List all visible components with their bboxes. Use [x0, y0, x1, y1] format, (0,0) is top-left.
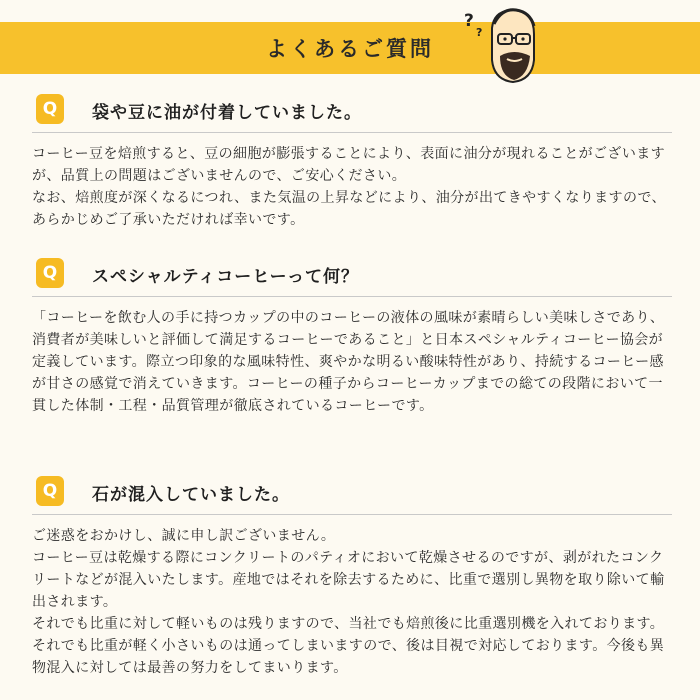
page-title: よくあるご質問 [266, 37, 434, 61]
answer-text [32, 143, 672, 231]
divider [32, 296, 672, 297]
answer-paragraph: コーヒー豆を焙煎すると、豆の細胞が膨張することにより、表面に油分が現れることがございますが、品質上の問題はございませんので、ご安心ください。 [32, 146, 666, 184]
answer-text [32, 525, 672, 679]
answer-paragraph: 「コーヒーを飲む人の手に持つカップの中のコーヒーの液体の風味が素晴らしい美味しさであり、消費者が美味しいと評価して満足するコーヒーであること」と日本スペシャルティコーヒー協会が定義しています。際立つ印象的な風味特性、爽やかな明るい酸味特性があり、持続するコーヒー感が甘さの感覚で消えていきます。コーヒーの種子からコーヒーカップまでの総ての段階において一貫した体制・工程・品質管理が徹底されているコーヒーです。 [32, 310, 665, 414]
faq-header [0, 0, 700, 76]
question-badge: Q [36, 476, 64, 506]
answer-paragraph: ご迷惑をおかけし、誠に申し訳ございません。 [32, 528, 336, 544]
faq-item-oil [32, 94, 672, 231]
divider [32, 514, 672, 515]
svg-text:?: ? [476, 26, 483, 39]
mascot-face-icon [458, 0, 548, 90]
question-text: 石が混入していました。 [92, 485, 290, 505]
answer-text [32, 307, 672, 417]
answer-paragraph: コーヒー豆は乾燥する際にコンクリートのパティオにおいて乾燥させるのですが、剥がれたコンクリートなどが混入いたします。産地ではそれを除去するために、比重で選別し異物を取り除いて輸出されます。 [32, 550, 665, 610]
svg-text:?: ? [464, 11, 474, 31]
faq-item-specialty [32, 258, 672, 417]
faq-item-stone [32, 476, 672, 679]
answer-paragraph: なお、焙煎度が深くなるにつれ、また気温の上昇などにより、油分が出てきやすくなりますので、あらかじめご了承いただければ幸いです。 [32, 190, 666, 228]
question-text: 袋や豆に油が付着していました。 [92, 103, 362, 123]
question-badge: Q [36, 258, 64, 288]
divider [32, 132, 672, 133]
question-badge: Q [36, 94, 64, 124]
answer-paragraph: それでも比重に対して軽いものは残りますので、当社でも焙煎後に比重選別機を入れております。それでも比重が軽く小さいものは通ってしまいますので、後は目視で対応しております。今後も異物混入に対しては最善の努力をしてまいります。 [32, 616, 665, 676]
question-text: スペシャルティコーヒーって何？ [92, 267, 359, 287]
